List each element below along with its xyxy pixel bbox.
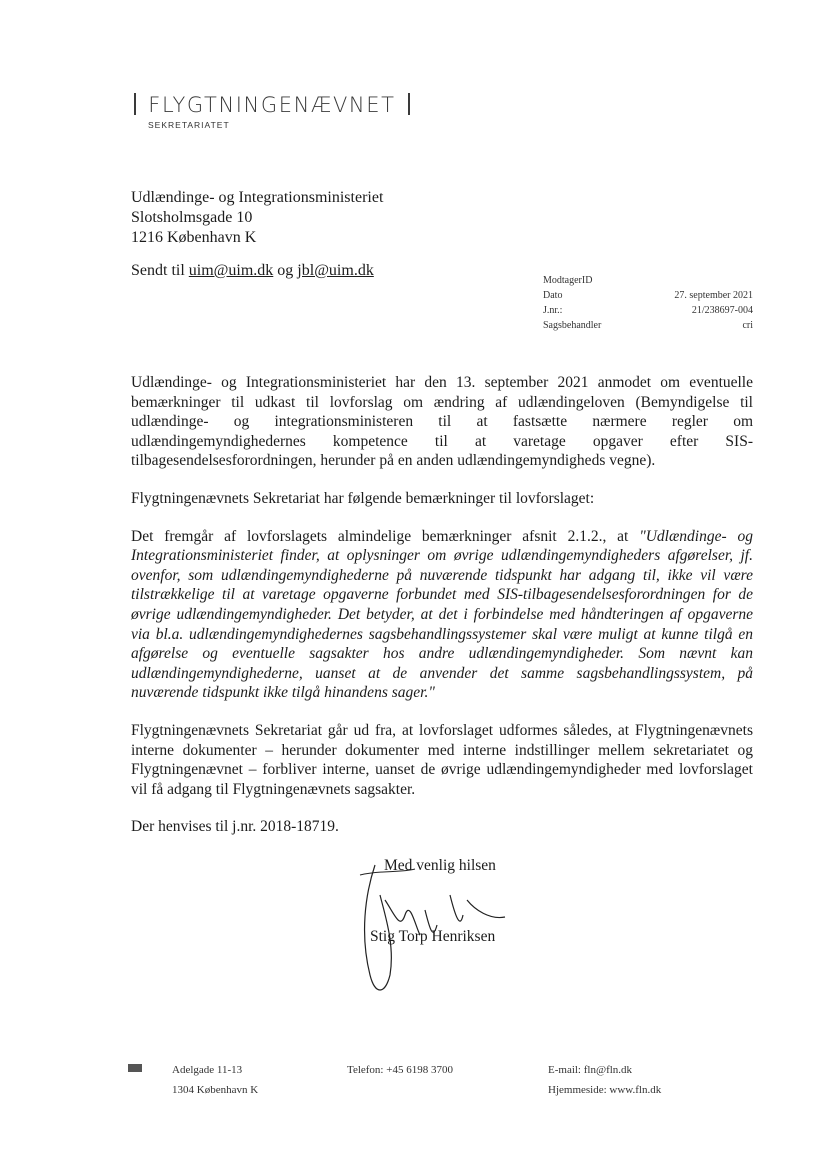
signatory-name: Stig Torp Henriksen: [370, 928, 496, 945]
meta-label: Sagsbehandler: [543, 320, 602, 331]
meta-value: cri: [742, 320, 753, 331]
recipient-line: Slotsholmsgade 10: [131, 209, 253, 226]
meta-label: Dato: [543, 290, 563, 301]
body-paragraph: Udlændinge- og Integrationsministeriet har den 13. september 2021 anmodet om eventuelle bemærkninger til udkast til lovforslag om ændring af udlændingeloven (Bemyndigelse til udlændinge- og integrationsministeren til at fastsætte nærmere regler om udlændingemyndighedernes kompetence til at varetage opgaver efter SIS-tilbagesendelsesforordningen, herunder på en anden udlændingemyndigheds vegne).: [131, 374, 753, 470]
logo-bar-right: [408, 93, 410, 115]
envelope-icon: [128, 1064, 142, 1072]
letterhead-logo: [134, 93, 410, 130]
meta-row-jnr: [543, 303, 753, 318]
sent-prefix: Sendt til: [131, 262, 189, 279]
logo-text: FLYGTNINGENÆVNET: [148, 93, 396, 117]
meta-label: J.nr.:: [543, 305, 563, 316]
quote-intro: Det fremgår af lovforslagets almindelige bemærkninger afsnit 2.1.2., at: [131, 527, 640, 545]
footer-address-line: Adelgade 11-13: [172, 1064, 243, 1076]
meta-row-date: [543, 288, 753, 303]
recipient-line: Udlændinge- og Integrationsministeriet: [131, 189, 384, 206]
letter-body: [131, 373, 753, 855]
footer-address-line: 1304 København K: [172, 1084, 259, 1096]
recipient-line: 1216 København K: [131, 229, 257, 246]
body-paragraph: Der henvises til j.nr. 2018-18719.: [131, 818, 339, 836]
meta-label: ModtagerID: [543, 275, 593, 286]
sent-mid: og: [273, 262, 298, 279]
meta-row-case-handler: [543, 318, 753, 333]
letter-meta: [543, 273, 753, 333]
footer-website[interactable]: Hjemmeside: www.fln.dk: [548, 1084, 662, 1096]
meta-row-recipient-id: [543, 273, 753, 288]
sent-to-line: [131, 262, 374, 280]
footer-address: [172, 1060, 258, 1100]
logo-bar-left: [134, 93, 136, 115]
footer-phone: Telefon: +45 6198 3700: [347, 1064, 453, 1076]
email-link-uim[interactable]: uim@uim.dk: [188, 262, 274, 279]
logo-subtitle: SEKRETARIATET: [148, 120, 230, 130]
footer-contact: [548, 1060, 661, 1100]
quote-text: "Udlændinge- og Integrationsministeriet finder, at oplysninger om øvrige udlændingemyndigheders afgørelser, jf. ovenfor, som udlændingemyndighederne på nuværende tidspunkt har adgang til, ikke vil være tilstrækkelige til at varetage opgaverne forbundet med SIS-tilbagesendelsesforordningen for de øvrige udlændingemyndigheder. Det betyder, at det i forbindelse med håndteringen af opgaverne via bl.a. udlændingemyndighedernes sagsbehandlingssystemer skal være muligt at kunne tilgå en afgørelse og eventuelle sagsakter hos andre udlændingemyndigheder. Som nævnt kan udlændingemyndighederne, uanset at de anvender det samme sagsbehandlingssystem, på nuværende tidspunkt ikke tilgå hinandens sager.": [131, 527, 753, 702]
body-paragraph-quote: [131, 527, 753, 703]
body-paragraph: Flygtningenævnets Sekretariat har følgende bemærkninger til lovforslaget:: [131, 489, 595, 507]
footer-email[interactable]: E-mail: fln@fln.dk: [548, 1064, 633, 1076]
meta-value: 27. september 2021: [674, 290, 753, 301]
body-paragraph: Flygtningenævnets Sekretariat går ud fra, at lovforslaget udformes således, at Flygtningenævnets interne dokumenter – herunder dokumenter med interne indstillinger mellem sekretariatet og Flygtningenævnet – forbliver interne, uanset de øvrige udlændingemyndigheder med lovforslaget vil få adgang til Flygtningenævnets sagsakter.: [131, 721, 753, 798]
meta-value: 21/238697-004: [691, 305, 753, 316]
recipient-address: [131, 188, 383, 248]
closing-greeting: Med venlig hilsen: [384, 857, 496, 874]
email-link-jbl[interactable]: jbl@uim.dk: [297, 262, 374, 279]
